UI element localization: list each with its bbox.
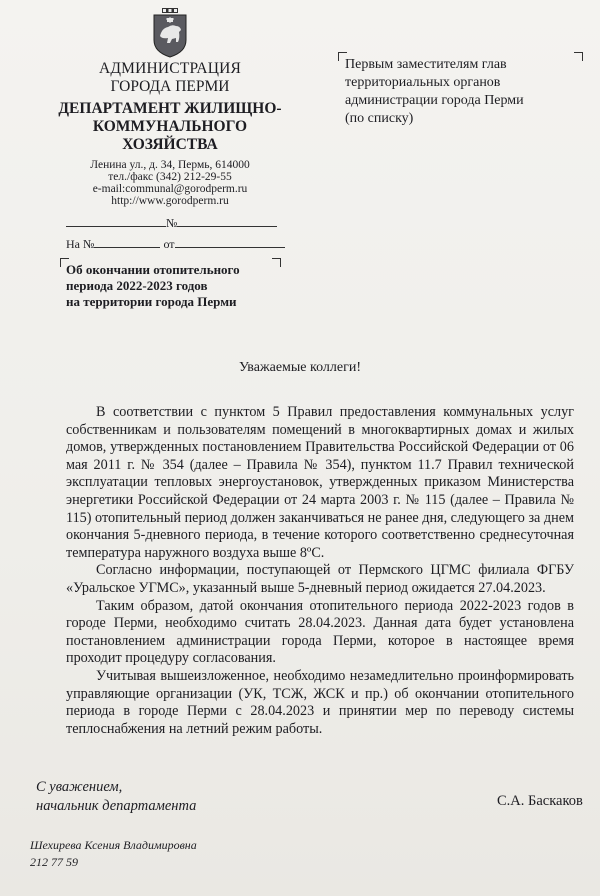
body-paragraph-4: Учитывая вышеизложенное, необходимо незамедлительно проинформировать управляющие организации (УК, ТСЖ, ЖСК и пр.) об окончании отопительного периода в городе Перми с 28.04.2023 и принятии мер по переводу системы теплоснабжения на летний режим работы. <box>66 667 574 737</box>
reply-to-line <box>66 237 285 252</box>
letter-body <box>66 404 574 738</box>
body-paragraph-2: Согласно информации, поступающей от Пермского ЦГМС филиала ФГБУ «Уральское УГМС», указанный выше 5-дневный период ожидается 27.04.2023. <box>66 562 574 596</box>
body-paragraph-3: Таким образом, датой окончания отопительного периода 2022-2023 годов в городе Перми, необходимо считать 28.04.2023. Данная дата будет установлена постановлением администрации города Перми, которое в настоящее время проходит процедуру согласования. <box>66 597 574 667</box>
org-name-line2: ГОРОДА ПЕРМИ <box>110 78 230 95</box>
department-name-line3: ХОЗЯЙСТВА <box>122 136 218 153</box>
subject-corner-right <box>272 258 281 267</box>
recipient-line1: Первым заместителям глав <box>345 57 507 72</box>
letter-subject <box>66 262 240 310</box>
closing-phrase: С уважением, <box>36 779 123 795</box>
body-paragraph-1: В соответствии с пунктом 5 Правил предоставления коммунальных услуг собственникам и пользователям помещений в многоквартирных домах и жилых домов, утвержденных постановлением Правительства Российской Федерации от 06 мая 2011 г. № 354 (далее – Правила № 354), пунктом 11.7 Правил технической эксплуатации тепловых энергоустановок, утвержденных приказом Министерства энергетики Российской Федерации от 24 марта 2003 г. № 115 (далее – Правила № 115) отопительный период должен заканчиваться не ранее дня, следующего за днем окончания 5-дневного периода, в течение которого соответственно среднесуточная температура наружного воздуха выше 8ºС. <box>66 404 574 561</box>
subject-line2: периода 2022-2023 годов <box>66 278 208 293</box>
org-address: Ленина ул., д. 34, Пермь, 614000 <box>90 159 250 171</box>
reply-to-label: На № <box>66 237 95 251</box>
from-label: от <box>163 237 175 251</box>
org-name-line1: АДМИНИСТРАЦИЯ <box>98 60 242 77</box>
recipient-corner-right <box>574 52 583 61</box>
recipient-block <box>345 56 524 128</box>
org-email: e-mail:communal@gorodperm.ru <box>92 183 248 195</box>
outgoing-number-line <box>66 216 277 231</box>
org-phone: тел./факс (342) 212-29-55 <box>108 171 232 183</box>
department-name-line2: КОММУНАЛЬНОГО <box>92 118 248 135</box>
org-website: http://www.gorodperm.ru <box>111 195 229 207</box>
signatory-title: начальник департамента <box>36 798 197 814</box>
department-name-line1: ДЕПАРТАМЕНТ ЖИЛИЩНО- <box>58 100 282 117</box>
number-sign-label: № <box>166 216 178 230</box>
subject-line1: Об окончании отопительного <box>66 262 240 277</box>
signatory-name: С.А. Баскаков <box>497 793 583 809</box>
executor-phone: 212 77 59 <box>30 855 78 869</box>
recipient-line2: территориальных органов <box>345 75 501 90</box>
recipient-line3: администрации города Перми <box>345 93 524 108</box>
greeting: Уважаемые коллеги! <box>238 360 362 375</box>
executor-name: Шехирева Ксения Владимировна <box>30 838 197 852</box>
subject-line3: на территории города Перми <box>66 294 237 309</box>
perm-coat-of-arms-icon <box>150 8 190 58</box>
recipient-line4: (по списку) <box>345 111 414 126</box>
